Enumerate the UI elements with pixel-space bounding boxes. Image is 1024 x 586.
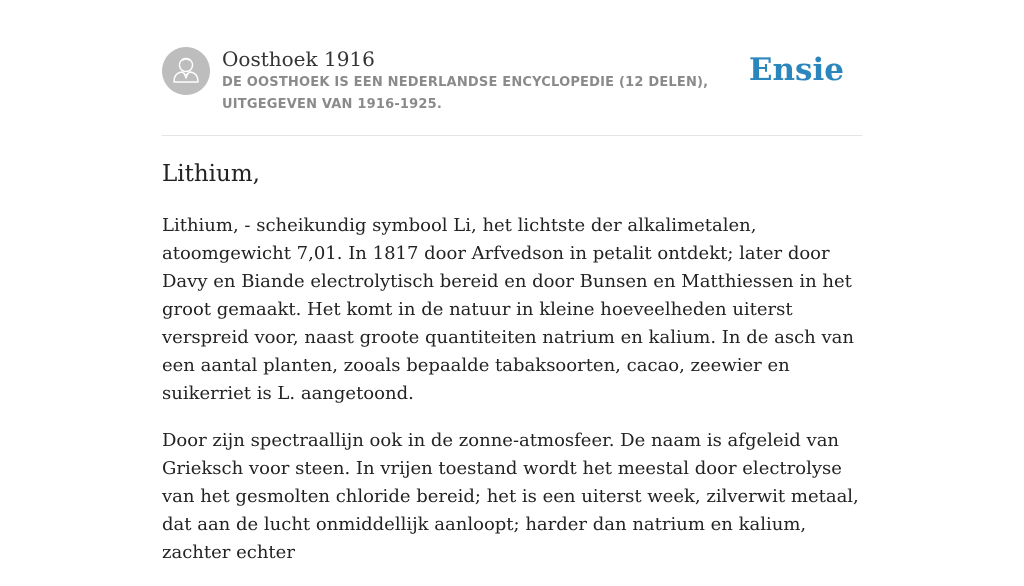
source-title[interactable]: Oosthoek 1916 (222, 47, 375, 71)
source-header (162, 46, 862, 136)
source-description: DE OOSTHOEK IS EEN NEDERLANDSE ENCYCLOPEDIE (12 DELEN), UITGEGEVEN VAN 1916-1925. (222, 75, 709, 112)
article-title: Lithium, (162, 161, 260, 187)
article-paragraph: Lithium, - scheikundig symbool Li, het lichtste der alkalimetalen, atoomgewicht 7,01. In 1817 door Arfvedson in petalit ontdekt; later door Davy en Biande electrolytisch bereid en door Bunsen en Matthiessen in het groot gemaakt. Het komt in de natuur in kleine hoeveelheden uiterst verspreid voor, naast groote quantiteiten natrium en kalium. In de asch van een aantal planten, zooals bepaalde tabaksoorten, cacao, zeewier en suikerriet is L. aangetoond. (162, 215, 854, 404)
ensie-logo[interactable]: Ensie (748, 52, 844, 88)
article-body (162, 212, 862, 586)
article-paragraph: Door zijn spectraallijn ook in de zonne-atmosfeer. De naam is afgeleid van Grieksch voor steen. In vrijen toestand wordt het meestal door electrolyse van het gesmolten chloride bereid; het is een uiterst week, zilverwit metaal, dat aan de lucht onmiddellijk aanloopt; harder dan natrium en kalium, zachter echter (162, 430, 859, 563)
user-silhouette-icon (162, 47, 210, 95)
